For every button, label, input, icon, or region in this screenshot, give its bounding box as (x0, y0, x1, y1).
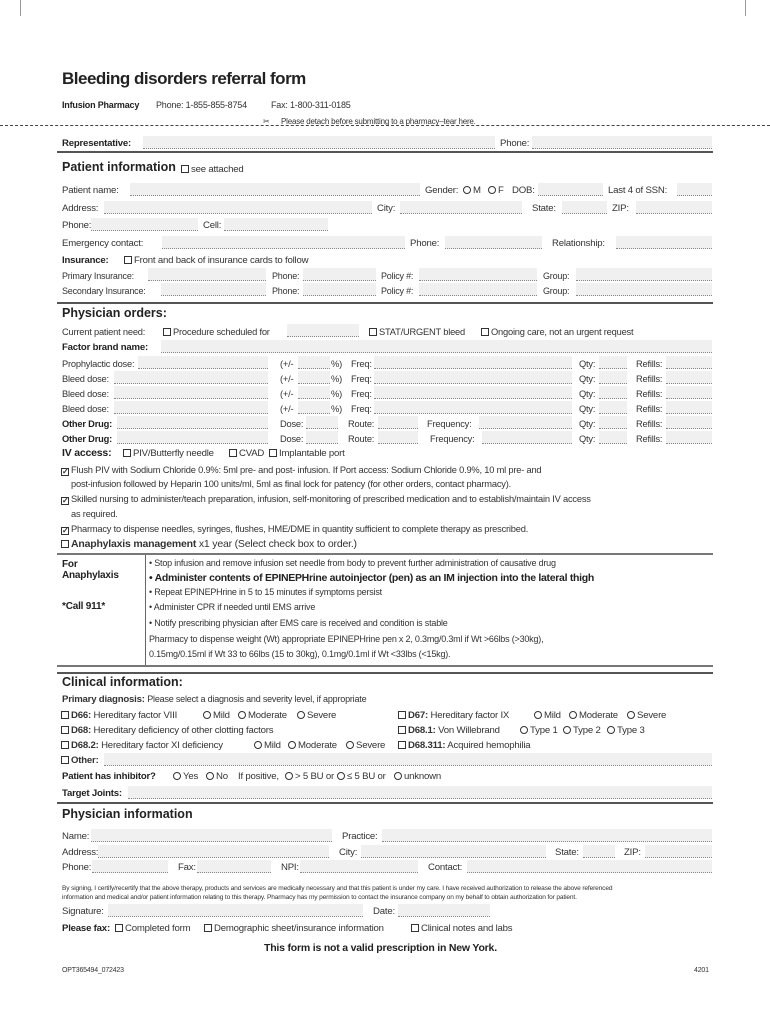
zip-field[interactable] (636, 201, 712, 214)
other-drug-label: Other Drug: (62, 419, 112, 429)
freq-field[interactable] (374, 401, 572, 414)
crop-mark (20, 0, 21, 16)
contact-field[interactable] (467, 860, 712, 873)
dose-field[interactable] (114, 401, 268, 414)
primary-insurance-field[interactable] (148, 268, 266, 281)
physician-orders-heading: Physician orders: (62, 306, 167, 320)
freq-label: Freq: (351, 374, 372, 384)
stat-checkbox[interactable]: STAT/URGENT bleed (369, 327, 465, 337)
refills-field[interactable] (666, 371, 712, 384)
percent-label: %) (331, 389, 342, 399)
dose-label: Bleed dose: (62, 404, 109, 414)
physician-phone-field[interactable] (92, 860, 168, 873)
state-label: State: (532, 203, 556, 214)
d66-moderate-radio[interactable]: Moderate (235, 710, 287, 721)
other-dose-label: Dose: (280, 419, 304, 429)
disclaimer: information and medical and/or patient information relating to this therapy. Pharmacy has my permission to contact the insurance company on my behalf to obtain authorization for patient. (62, 894, 577, 901)
emergency-phone-label: Phone: (410, 238, 440, 249)
crop-mark (745, 0, 746, 16)
refills-label: Refills: (636, 434, 663, 444)
clinical-notes-checkbox[interactable]: Clinical notes and labs (411, 923, 512, 934)
d68-2-mild-radio[interactable]: Mild (251, 740, 281, 751)
physician-city-label: City: (339, 847, 358, 858)
instruction: • Stop infusion and remove infusion set needle from body to prevent further administration of causative drug (149, 558, 556, 568)
iv-access-label: IV access: (62, 447, 112, 459)
type1-radio[interactable]: Type 1 (517, 725, 558, 736)
refills-label: Refills: (636, 374, 663, 384)
physician-state-label: State: (555, 847, 579, 858)
procedure-checkbox[interactable]: Procedure scheduled for (163, 327, 270, 337)
representative-field[interactable] (143, 136, 495, 149)
freq-label: Freq: (351, 389, 372, 399)
date-label: Date: (373, 906, 395, 917)
primary-diagnosis-note: Please select a diagnosis and severity level, if appropriate (147, 694, 367, 704)
secondary-group-field[interactable] (576, 283, 712, 296)
physician-city-field[interactable] (361, 845, 546, 858)
demographic-checkbox[interactable]: Demographic sheet/insurance information (204, 923, 384, 934)
zip-label: ZIP: (612, 203, 629, 214)
qty-label: Qty: (579, 419, 596, 429)
signature-label: Signature: (62, 906, 104, 917)
representative-label: Representative: (62, 138, 131, 149)
tear-note: Please detach before submitting to a pharmacy–tear here. (281, 117, 476, 126)
patient-name-field[interactable] (130, 183, 420, 196)
le5bu-radio[interactable]: ≤ 5 BU or (334, 771, 386, 782)
please-fax-label: Please fax: (62, 923, 110, 934)
d68-1-checkbox[interactable]: D68.1: Von Willebrand (398, 725, 500, 736)
emergency-field[interactable] (162, 236, 405, 249)
tolerance-label: (+/- (280, 374, 294, 384)
primary-policy-label: Policy #: (381, 271, 414, 281)
refills-field[interactable] (666, 386, 712, 399)
secondary-policy-field[interactable] (419, 283, 537, 296)
instruction: • Notify prescribing physician after EMS care is received and condition is stable (149, 618, 448, 628)
qty-label: Qty: (579, 359, 596, 369)
refills-field[interactable] (666, 431, 712, 444)
dob-field[interactable] (538, 183, 603, 196)
tolerance-field[interactable] (298, 386, 330, 399)
cvad-checkbox[interactable]: CVAD (229, 448, 264, 459)
tolerance-field[interactable] (298, 401, 330, 414)
divider (57, 302, 713, 304)
if-positive-label: If positive, (238, 771, 279, 782)
instruction: 0.15mg/0.15ml if Wt 33 to 66lbs (15 to 30kg), 0.1mg/0.1ml if Wt <33lbs (<15kg). (149, 649, 451, 659)
skilled-nursing-checkbox[interactable]: ✓ Skilled nursing to administer/teach preparation, infusion, self-monitoring of prescribed medication and to establish/maintain IV access (62, 494, 591, 505)
secondary-insurance-field[interactable] (161, 283, 266, 296)
d66-mild-radio[interactable]: Mild (200, 710, 230, 721)
d67-moderate-radio[interactable]: Moderate (566, 710, 618, 721)
dose-field[interactable] (114, 386, 268, 399)
refills-label: Refills: (636, 389, 663, 399)
unknown-radio[interactable]: unknown (391, 771, 441, 782)
qty-label: Qty: (579, 389, 596, 399)
refills-label: Refills: (636, 419, 663, 429)
freq-label: Freq: (351, 404, 372, 414)
other-drug-field[interactable] (117, 416, 268, 429)
patient-need-label: Current patient need: (62, 327, 146, 337)
type3-radio[interactable]: Type 3 (604, 725, 645, 736)
secondary-group-label: Group: (543, 286, 570, 296)
date-field[interactable] (398, 904, 490, 917)
emergency-phone-field[interactable] (445, 236, 542, 249)
address-label: Address: (62, 203, 99, 214)
gt5bu-radio[interactable]: > 5 BU or (282, 771, 334, 782)
freq-field[interactable] (374, 356, 572, 369)
d67-checkbox[interactable]: D67: Hereditary factor IX (398, 710, 509, 721)
physician-state-field[interactable] (583, 845, 615, 858)
gender-label: Gender: (425, 185, 459, 196)
qty-field[interactable] (599, 371, 627, 384)
primary-policy-field[interactable] (419, 268, 537, 281)
rep-phone-label: Phone: (500, 138, 530, 149)
implantable-port-checkbox[interactable]: Implantable port (269, 448, 345, 459)
qty-field[interactable] (599, 386, 627, 399)
instruction: • Repeat EPINEPHrine in 5 to 15 minutes if symptoms persist (149, 587, 382, 597)
signature-field[interactable] (108, 904, 363, 917)
percent-label: %) (331, 359, 342, 369)
percent-label: %) (331, 374, 342, 384)
gender-f-radio[interactable]: F (485, 185, 504, 196)
d66-checkbox[interactable]: D66: Hereditary factor VIII (61, 710, 177, 721)
d67-severe-radio[interactable]: Severe (624, 710, 666, 721)
other-drug-field[interactable] (117, 431, 268, 444)
anaphylaxis-label: Anaphylaxis (62, 570, 119, 581)
instruction: • Administer contents of EPINEPHrine autoinjector (pen) as an IM injection into the lateral thigh (149, 572, 594, 584)
inhibitor-label: Patient has inhibitor? (62, 771, 156, 782)
other-diagnosis-checkbox[interactable]: Other: (61, 755, 99, 766)
other-drug-label: Other Drug: (62, 434, 112, 444)
inhibitor-no-radio[interactable]: No (203, 771, 228, 782)
anaphylaxis-checkbox[interactable]: Anaphylaxis management x1 year (Select check box to order.) (61, 538, 357, 550)
pharmacy-fax: Fax: 1-800-311-0185 (271, 100, 351, 110)
tear-line (0, 125, 770, 126)
primary-group-label: Group: (543, 271, 570, 281)
primary-insurance-label: Primary Insurance: (62, 271, 134, 281)
target-joints-label: Target Joints: (62, 788, 122, 799)
frequency-label: Frequency: (430, 434, 475, 444)
freq-field[interactable] (374, 386, 572, 399)
dose-field[interactable] (114, 371, 268, 384)
npi-field[interactable] (300, 860, 418, 873)
other-dose-field[interactable] (306, 416, 338, 429)
tolerance-label: (+/- (280, 404, 294, 414)
divider (57, 802, 713, 804)
npi-label: NPI: (281, 862, 299, 873)
insurance-label: Insurance: (62, 255, 109, 266)
frequency-field[interactable] (479, 416, 572, 429)
secondary-policy-label: Policy #: (381, 286, 414, 296)
tolerance-label: (+/- (280, 389, 294, 399)
relationship-field[interactable] (616, 236, 712, 249)
patient-info-heading: Patient information (62, 160, 176, 174)
qty-field[interactable] (599, 401, 627, 414)
physician-fax-label: Fax: (178, 862, 196, 873)
tolerance-label: (+/- (280, 359, 294, 369)
qty-field[interactable] (599, 416, 627, 429)
disclaimer: By signing, I certify/recertify that the above therapy, products and services are medically necessary and that this patient is under my care. I have received authorization to release the above referenced (62, 885, 613, 892)
cell-field[interactable] (224, 218, 328, 231)
route-label: Route: (348, 434, 375, 444)
patient-name-label: Patient name: (62, 185, 119, 196)
dose-label: Bleed dose: (62, 389, 109, 399)
practice-label: Practice: (342, 831, 378, 842)
gender-m-radio[interactable]: M (460, 185, 481, 196)
other-diagnosis-field[interactable] (104, 753, 712, 766)
frequency-label: Frequency: (427, 419, 472, 429)
route-field[interactable] (378, 416, 418, 429)
ongoing-checkbox[interactable]: Ongoing care, not an urgent request (481, 327, 633, 337)
qty-field[interactable] (599, 431, 627, 444)
call-911-label: *Call 911* (62, 601, 106, 612)
qty-label: Qty: (579, 374, 596, 384)
secondary-phone-label: Phone: (272, 286, 300, 296)
refills-field[interactable] (666, 401, 712, 414)
form-code: OPT365494_072423 (62, 967, 124, 974)
dose-label: Prophylactic dose: (62, 359, 135, 369)
physician-phone-label: Phone: (62, 862, 92, 873)
inhibitor-yes-radio[interactable]: Yes (170, 771, 198, 782)
physician-name-label: Name: (62, 831, 90, 842)
factor-brand-label: Factor brand name: (62, 342, 148, 353)
qty-label: Qty: (579, 404, 596, 414)
skilled-nursing-text: as required. (71, 509, 118, 519)
other-dose-label: Dose: (280, 434, 304, 444)
factor-brand-field[interactable] (161, 340, 712, 353)
refills-label: Refills: (636, 359, 663, 369)
tolerance-field[interactable] (298, 356, 330, 369)
d68-checkbox[interactable]: D68: Hereditary deficiency of other clotting factors (61, 725, 273, 736)
scissors-icon: ✂ (263, 117, 270, 126)
secondary-phone-field[interactable] (303, 283, 376, 296)
city-label: City: (377, 203, 396, 214)
contact-label: Contact: (428, 862, 463, 873)
physician-fax-field[interactable] (197, 860, 271, 873)
physician-info-heading: Physician information (62, 807, 193, 821)
address-field[interactable] (104, 201, 372, 214)
physician-zip-label: ZIP: (624, 847, 641, 858)
refills-label: Refills: (636, 404, 663, 414)
practice-field[interactable] (382, 829, 712, 842)
anaphylaxis-table (57, 553, 713, 667)
primary-phone-field[interactable] (303, 268, 376, 281)
route-field[interactable] (378, 431, 418, 444)
clinical-info-heading: Clinical information: (62, 675, 183, 689)
ny-notice: This form is not a valid prescription in New York. (264, 942, 497, 954)
divider (57, 672, 713, 674)
ssn-label: Last 4 of SSN: (608, 185, 668, 196)
state-field[interactable] (562, 201, 607, 214)
secondary-insurance-label: Secondary Insurance: (62, 286, 146, 296)
pharmacy-phone: Phone: 1-855-855-8754 (156, 100, 247, 110)
procedure-date-field[interactable] (287, 324, 359, 337)
d68-2-severe-radio[interactable]: Severe (343, 740, 385, 751)
for-label: For (62, 559, 78, 570)
flush-checkbox[interactable]: ✓ Flush PIV with Sodium Chloride 0.9%: 5ml pre- and post- infusion. If Port access: Sodium Chloride 0.9%, 10 ml pre- and (62, 465, 542, 476)
tolerance-field[interactable] (298, 371, 330, 384)
instruction: Pharmacy to dispense weight (Wt) appropriate EPINEPHrine pen x 2, 0.3mg/0.3ml if Wt >66lbs (>30kg), (149, 634, 544, 644)
primary-phone-label: Phone: (272, 271, 300, 281)
ssn-field[interactable] (677, 183, 712, 196)
physician-name-field[interactable] (91, 829, 332, 842)
rep-phone-field[interactable] (532, 136, 712, 149)
dose-label: Bleed dose: (62, 374, 109, 384)
form-number: 4201 (694, 967, 709, 974)
freq-field[interactable] (374, 371, 572, 384)
instruction: • Administer CPR if needed until EMS arrive (149, 602, 316, 612)
d66-severe-radio[interactable]: Severe (294, 710, 336, 721)
dob-label: DOB: (512, 185, 535, 196)
qty-label: Qty: (579, 434, 596, 444)
physician-zip-field[interactable] (645, 845, 712, 858)
pharmacy-name: Infusion Pharmacy (62, 100, 140, 110)
completed-form-checkbox[interactable]: Completed form (115, 923, 190, 934)
insurance-cards-checkbox[interactable]: Front and back of insurance cards to follow (124, 255, 308, 266)
target-joints-field[interactable] (128, 786, 712, 799)
flush-text: post-infusion followed by Heparin 100 units/ml, 5ml as final lock for patency (for other orders, contact pharmacy). (71, 479, 511, 489)
page-title: Bleeding disorders referral form (62, 69, 306, 88)
frequency-field[interactable] (482, 431, 572, 444)
other-dose-field[interactable] (306, 431, 338, 444)
d68-2-moderate-radio[interactable]: Moderate (285, 740, 337, 751)
freq-label: Freq: (351, 359, 372, 369)
phone-label: Phone: (62, 220, 92, 231)
emergency-label: Emergency contact: (62, 238, 144, 249)
cell-label: Cell: (203, 220, 222, 231)
primary-diagnosis-label: Primary diagnosis: (62, 694, 145, 705)
refills-field[interactable] (666, 416, 712, 429)
percent-label: %) (331, 404, 342, 414)
phone-field[interactable] (91, 218, 198, 231)
d67-mild-radio[interactable]: Mild (531, 710, 561, 721)
pharmacy-dispense-checkbox[interactable]: ✓ Pharmacy to dispense needles, syringes, flushes, HME/DME in quantity sufficient to complete therapy as prescribed. (62, 524, 529, 535)
type2-radio[interactable]: Type 2 (560, 725, 601, 736)
physician-address-field[interactable] (98, 845, 329, 858)
d68-311-checkbox[interactable]: D68.311: Acquired hemophilia (398, 740, 530, 751)
see-attached-checkbox[interactable]: see attached (181, 164, 244, 175)
refills-field[interactable] (666, 356, 712, 369)
relationship-label: Relationship: (552, 238, 605, 249)
dose-field[interactable] (138, 356, 268, 369)
route-label: Route: (348, 419, 375, 429)
physician-address-label: Address: (62, 847, 99, 858)
qty-field[interactable] (599, 356, 627, 369)
city-field[interactable] (400, 201, 522, 214)
d68-2-checkbox[interactable]: D68.2: Hereditary factor XI deficiency (61, 740, 223, 751)
primary-group-field[interactable] (576, 268, 712, 281)
piv-checkbox[interactable]: PIV/Butterfly needle (123, 448, 214, 459)
divider (57, 151, 713, 153)
